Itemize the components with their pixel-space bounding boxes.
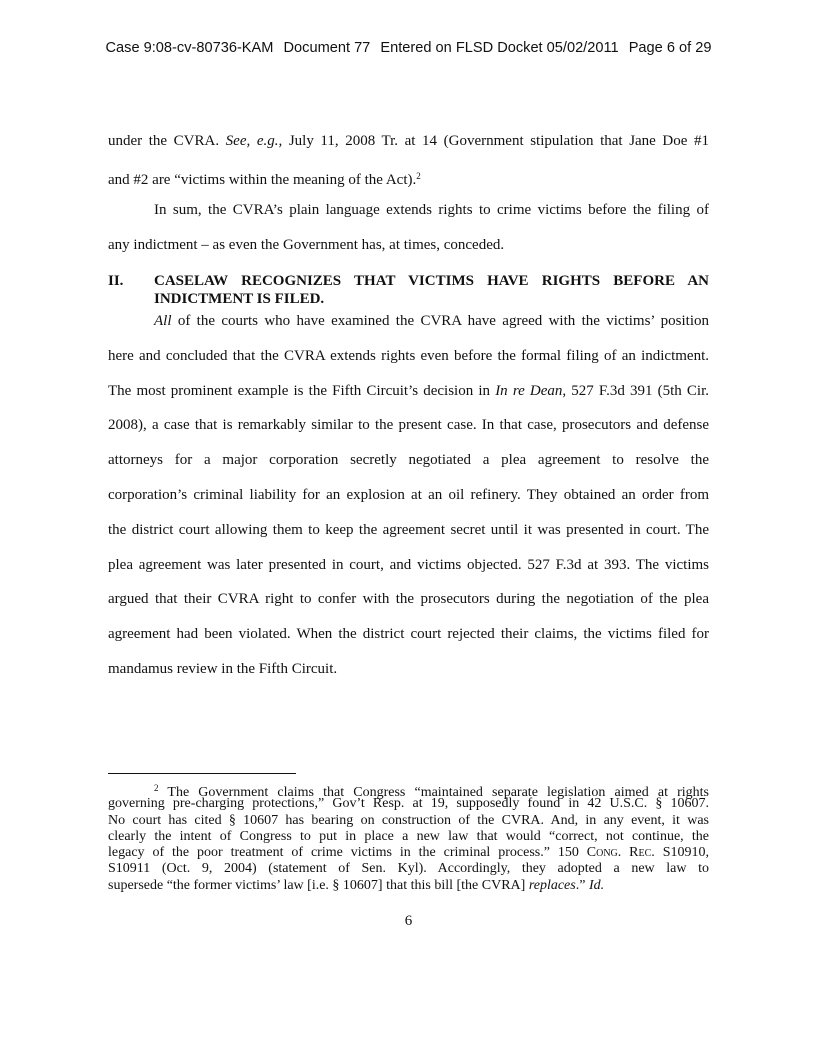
text-line: legacy of the poor treatment of crime victims in the criminal process.” 150 Cong. Rec. S10910, <box>108 845 709 861</box>
text-line: corporation’s criminal liability for an explosion at an oil refinery. They obtained an order from <box>108 486 709 503</box>
paragraph-summary <box>108 200 709 270</box>
text-line: No court has cited § 10607 has bearing on construction of the CVRA. And, in any event, it was <box>108 812 709 828</box>
text-line: $^2$ The Government claims that Congress “maintained separate legislation aimed at rights <box>154 783 709 800</box>
docket-entry-date: Entered on FLSD Docket 05/02/2011 <box>380 40 619 56</box>
text-line: any indictment – as even the Government has, at times, conceded. <box>108 236 505 253</box>
text-line: under the CVRA. See, e.g., July 11, 2008 Tr. at 14 (Government stipulation that Jane Doe #1 <box>108 133 710 149</box>
paragraph-caselaw <box>108 311 709 694</box>
text-line: argued that their CVRA right to confer with the prosecutors during the negotiation of the plea <box>108 591 709 608</box>
text-line: S10911 (Oct. 9, 2004) (statement of Sen. Kyl). Accordingly, they adopted a new law to <box>108 861 709 877</box>
section-title-line-1: CASELAW RECOGNIZES THAT VICTIMS HAVE RIGHTS BEFORE AN <box>154 273 709 289</box>
case-name: In re Dean <box>495 382 563 399</box>
text-line: agreement had been violated. When the district court rejected their claims, the victims filed for <box>108 626 709 643</box>
docket-header <box>0 40 817 56</box>
text-line: The most prominent example is the Fifth Circuit’s decision in In re Dean, 527 F.3d 391 (5th Cir. <box>108 382 709 399</box>
paragraph-cvra-stipulation <box>108 131 709 201</box>
text-line: attorneys for a major corporation secretly negotiated a plea agreement to resolve the <box>108 452 709 469</box>
text-line: supersede “the former victims’ law [i.e. § 10607] that this bill [the CVRA] replaces.” Id. <box>108 877 605 893</box>
text-line: the district court allowing them to keep the agreement secret until it was presented in court. The <box>108 521 709 538</box>
section-title-line-2: INDICTMENT IS FILED. <box>154 291 325 307</box>
text-line: plea agreement was later presented in court, and victims objected. 527 F.3d at 393. The victims <box>108 556 709 573</box>
text-line: 2008), a case that is remarkably similar to the present case. In that case, prosecutors and defense <box>108 417 709 434</box>
text-line: here and concluded that the CVRA extends rights even before the formal filing of an indictment. <box>108 347 709 364</box>
text-line: In sum, the CVRA’s plain language extends rights to crime victims before the filing of <box>154 202 709 218</box>
footnote-2 <box>108 780 709 894</box>
document-number: Document 77 <box>283 40 371 56</box>
footnote-marker: 2 <box>154 783 159 793</box>
text-line: governing pre-charging protections,” Gov’t Resp. at 19, supposedly found in 42 U.S.C. § 10607. <box>108 796 709 812</box>
page-count: Page 6 of 29 <box>628 40 712 56</box>
case-number: Case 9:08-cv-80736-KAM <box>105 40 274 56</box>
footnote-reference: 2 <box>416 170 421 181</box>
section-number: II. <box>108 273 124 289</box>
citation-signal: See, e.g., <box>225 133 283 149</box>
text-line: clearly the intent of Congress to put in place a new law that would “correct, not continue, the <box>108 828 709 844</box>
text-line: mandamus review in the Fifth Circuit. <box>108 660 338 677</box>
footnote-separator <box>108 773 296 774</box>
text-line: All of the courts who have examined the CVRA have agreed with the victims’ position <box>154 313 709 329</box>
page-number: 6 <box>404 913 413 929</box>
text-line: and #2 are “victims within the meaning of the Act).$^2$ <box>108 170 421 188</box>
